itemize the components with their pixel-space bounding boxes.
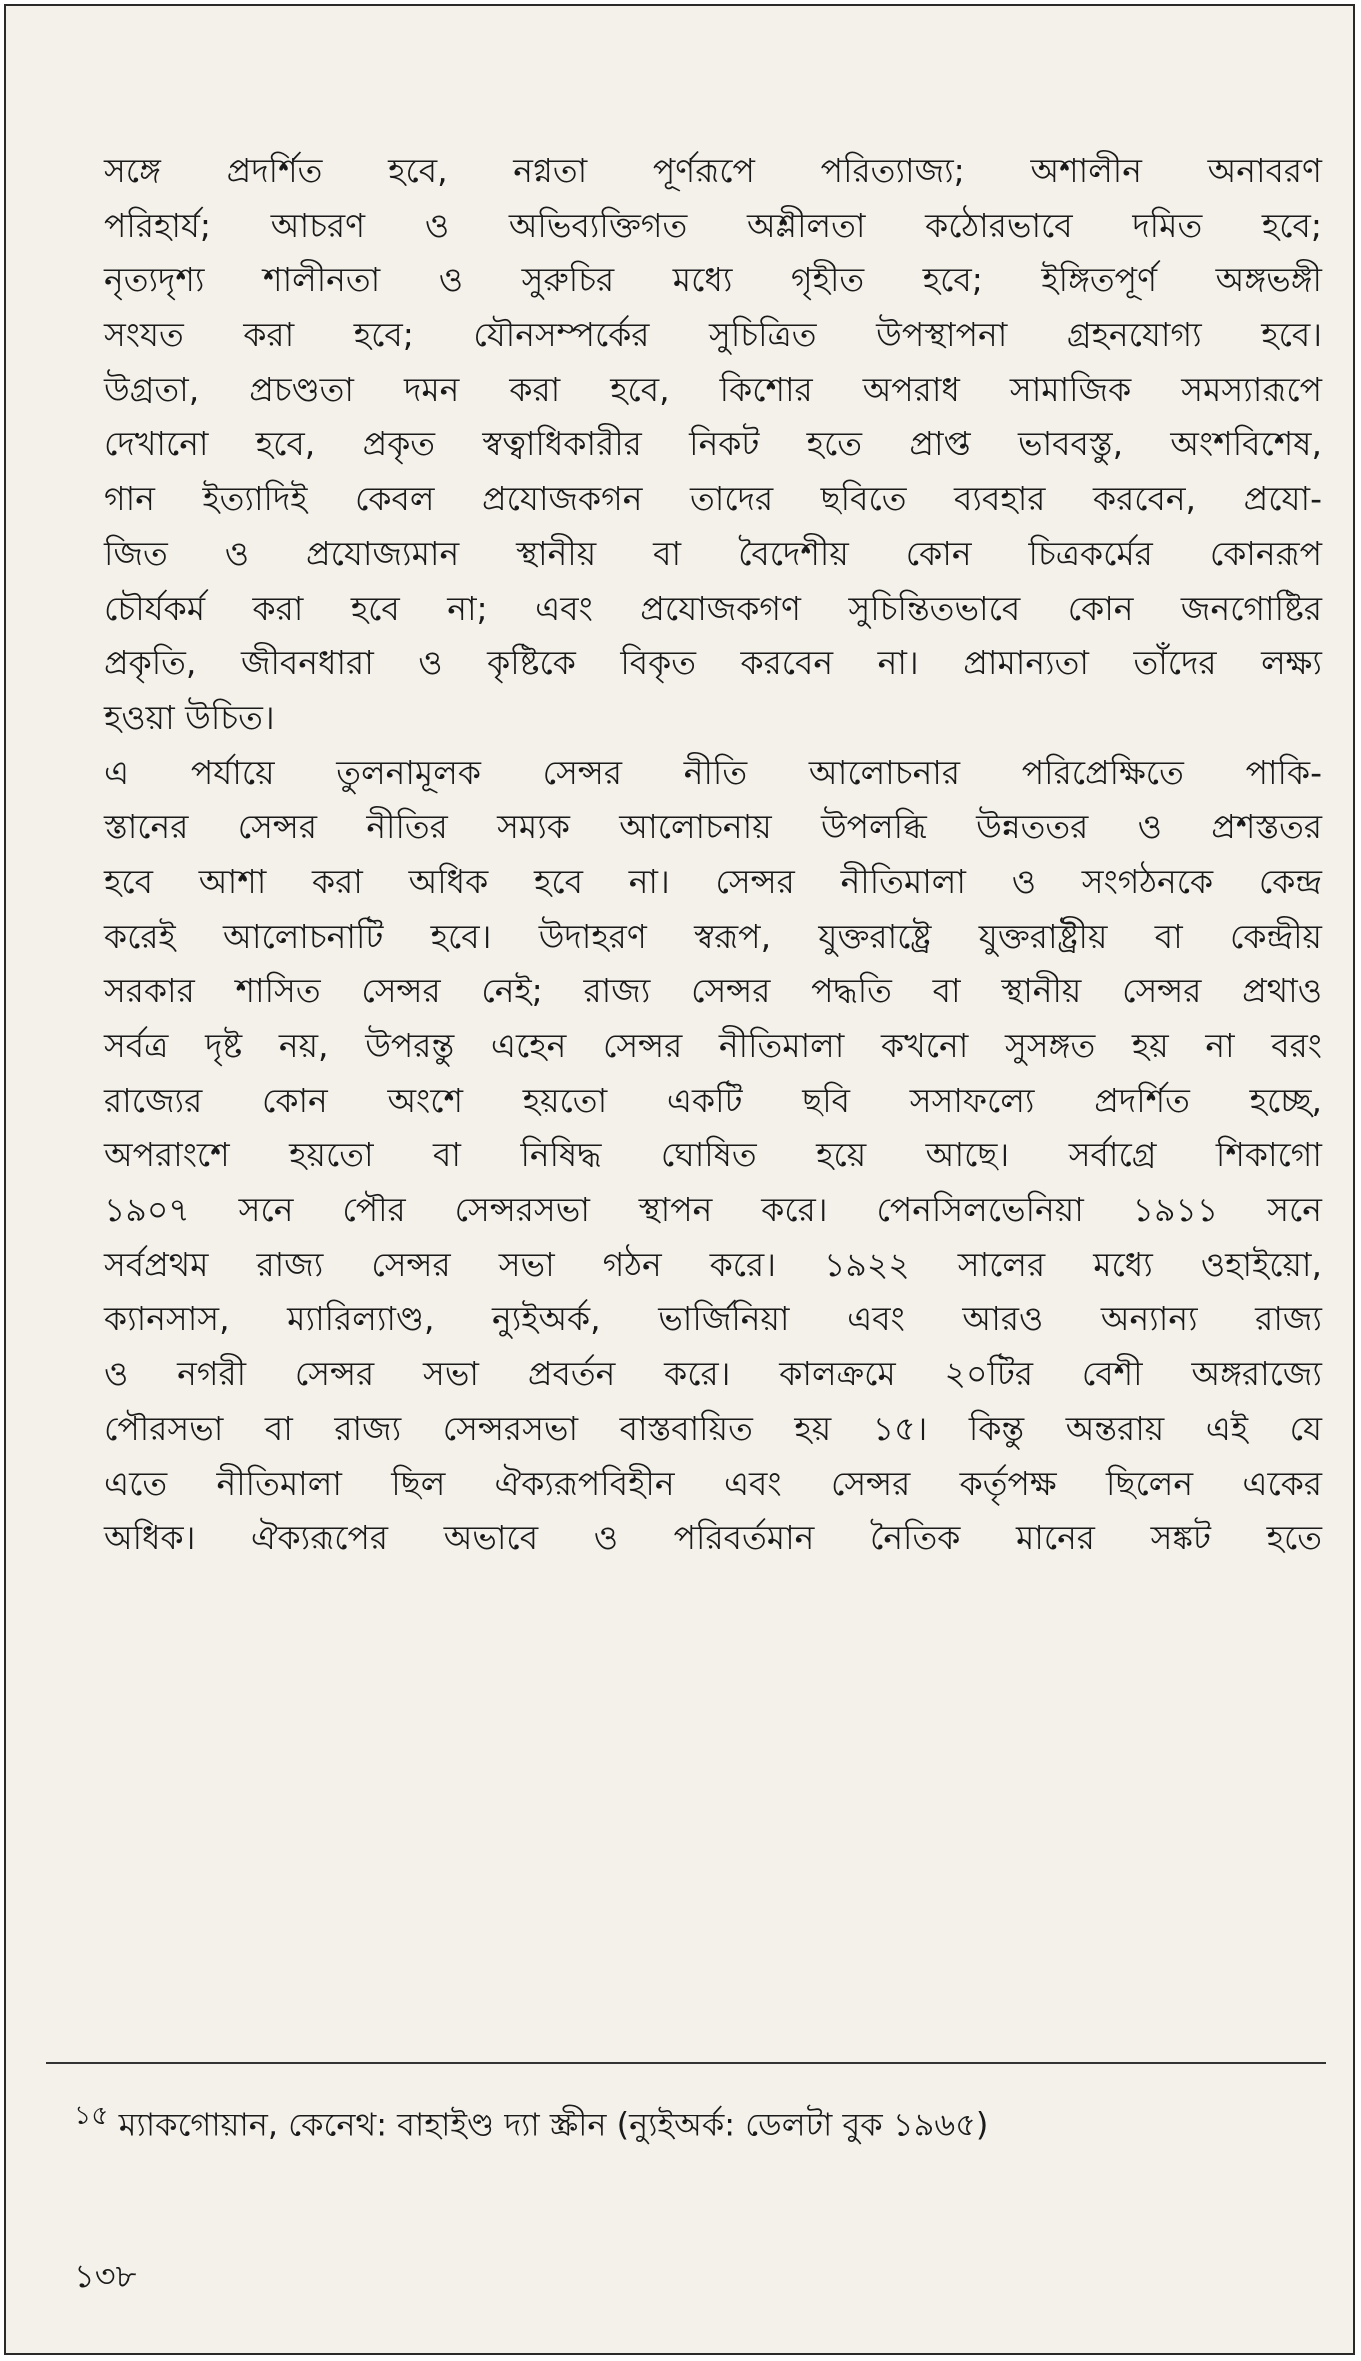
text-line: সর্বপ্রথম রাজ্য সেন্সর সভা গঠন করে। ১৯২২ সালের মধ্যে ওহাইয়ো, bbox=[104, 1244, 1322, 1284]
footnote-marker: ১৫ bbox=[74, 2100, 109, 2131]
text-line: পৌরসভা বা রাজ্য সেন্সরসভা বাস্তবায়িত হয় ১৫। কিন্তু অন্তরায় এই যে bbox=[104, 1408, 1322, 1448]
text-line: সঙ্গে প্রদর্শিত হবে, নগ্নতা পূর্ণরূপে পরিত্যাজ্য; অশালীন অনাবরণ bbox=[104, 151, 1322, 190]
text-line: গান ইত্যাদিই কেবল প্রযোজকগন তাদের ছবিতে ব্যবহার করবেন, প্রযো- bbox=[104, 479, 1322, 519]
text-line: ১৯০৭ সনে পৌর সেন্সরসভা স্থাপন করে। পেনসিলভেনিয়া ১৯১১ সনে bbox=[104, 1190, 1322, 1230]
text-line: উগ্রতা, প্রচণ্ডতা দমন করা হবে, কিশোর অপরাধ সামাজিক সমস্যারূপে bbox=[104, 369, 1322, 409]
text-line: সর্বত্র দৃষ্ট নয়, উপরন্তু এহেন সেন্সর নীতিমালা কখনো সুসঙ্গত হয় না বরং bbox=[104, 1026, 1322, 1065]
text-line: রাজ্যের কোন অংশে হয়তো একটি ছবি সসাফল্যে প্রদর্শিত হচ্ছে, bbox=[104, 1080, 1322, 1120]
footnote-text: ম্যাকগোয়ান, কেনেথ: বাহাইণ্ড দ্যা স্ক্রীন (ন্যুইঅর্ক: ডেলটা বুক ১৯৬৫) bbox=[118, 2105, 989, 2144]
text-line: চৌর্যকর্ম করা হবে না; এবং প্রযোজকগণ সুচিন্তিতভাবে কোন জনগোষ্টির bbox=[104, 588, 1322, 628]
text-line: ক্যানসাস, ম্যারিল্যাণ্ড, ন্যুইঅর্ক, ভার্জিনিয়া এবং আরও অন্যান্য রাজ্য bbox=[104, 1299, 1322, 1339]
text-line: হবে আশা করা অধিক হবে না। সেন্সর নীতিমালা ও সংগঠনকে কেন্দ্র bbox=[104, 861, 1322, 901]
text-line: হওয়া উচিত। bbox=[104, 697, 275, 737]
text-line: নৃত্যদৃশ্য শালীনতা ও সুরুচির মধ্যে গৃহীত হবে; ইঙ্গিতপূর্ণ অঙ্গভঙ্গী bbox=[104, 260, 1322, 300]
text-line: দেখানো হবে, প্রকৃত স্বত্বাধিকারীর নিকট হতে প্রাপ্ত ভাববস্তু, অংশবিশেষ, bbox=[104, 424, 1322, 464]
text-line: অপরাংশে হয়তো বা নিষিদ্ধ ঘোষিত হয়ে আছে। সর্বাগ্রে শিকাগো bbox=[104, 1135, 1322, 1175]
text-line: জিত ও প্রযোজ্যমান স্থানীয় বা বৈদেশীয় কোন চিত্রকর্মের কোনরূপ bbox=[104, 533, 1322, 573]
text-line: পরিহার্য; আচরণ ও অভিব্যক্তিগত অশ্লীলতা কঠোরভাবে দমিত হবে; bbox=[104, 205, 1322, 245]
text-line: ও নগরী সেন্সর সভা প্রবর্তন করে। কালক্রমে ২০টির বেশী অঙ্গরাজ্যে bbox=[104, 1354, 1322, 1394]
text-line: সরকার শাসিত সেন্সর নেই; রাজ্য সেন্সর পদ্ধতি বা স্থানীয় সেন্সর প্রথাও bbox=[104, 971, 1322, 1011]
text-line: এ পর্যায়ে তুলনামূলক সেন্সর নীতি আলোচনার পরিপ্রেক্ষিতে পাকি- bbox=[104, 752, 1322, 792]
footnote-divider bbox=[46, 2062, 1326, 2064]
text-line: প্রকৃতি, জীবনধারা ও কৃষ্টিকে বিকৃত করবেন না। প্রামান্যতা তাঁদের লক্ষ্য bbox=[104, 643, 1322, 683]
text-line: স্তানের সেন্সর নীতির সম্যক আলোচনায় উপলব্ধি উন্নততর ও প্রশস্ততর bbox=[104, 807, 1322, 847]
book-page bbox=[4, 4, 1355, 2355]
body-text bbox=[104, 144, 1322, 1566]
text-line: এতে নীতিমালা ছিল ঐক্যরূপবিহীন এবং সেন্সর কর্তৃপক্ষ ছিলেন একের bbox=[104, 1463, 1322, 1503]
footnote bbox=[74, 2086, 1324, 2155]
text-line: করেই আলোচনাটি হবে। উদাহরণ স্বরূপ, যুক্তরাষ্ট্রে যুক্তরাষ্ট্রীয় বা কেন্দ্রীয় bbox=[104, 916, 1322, 956]
page-number: ১৩৮ bbox=[74, 2257, 137, 2295]
text-line: অধিক। ঐক্যরূপের অভাবে ও পরিবর্তমান নৈতিক মানের সঙ্কট হতে bbox=[104, 1518, 1322, 1558]
text-line: সংযত করা হবে; যৌনসম্পর্কের সুচিত্রিত উপস্থাপনা গ্রহনযোগ্য হবে। bbox=[104, 315, 1322, 355]
